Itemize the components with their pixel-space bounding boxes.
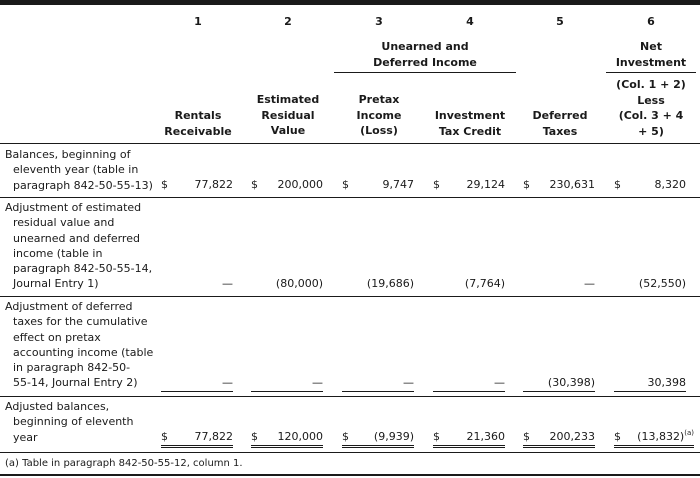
row-separator	[0, 396, 700, 397]
table-cell: $ 200,233	[523, 429, 595, 448]
footnote-separator	[0, 452, 700, 453]
col-number-3: 3	[375, 15, 383, 28]
table-cell: —	[251, 375, 323, 392]
group-rule-unearned	[334, 72, 516, 73]
table-cell: $ 77,822	[161, 429, 233, 448]
table-cell: $ 9,747	[342, 178, 414, 191]
group-header-unearned: Unearned and Deferred Income	[373, 40, 477, 69]
row-label-adjusted-balances: Adjusted balances, beginning of eleventh year	[5, 400, 134, 444]
table-cell: $ 200,000	[251, 178, 323, 191]
table-cell: $ (9,939)	[342, 429, 414, 448]
table-cell: (52,550)	[638, 277, 686, 290]
col-number-2: 2	[284, 15, 292, 28]
table-cell: $ 77,822	[161, 178, 233, 191]
col-header-deferred: Deferred Taxes	[532, 109, 588, 138]
table-cell: —	[433, 375, 505, 392]
col-number-6: 6	[647, 15, 655, 28]
table-cell: (30,398)	[523, 375, 595, 392]
top-rule	[0, 0, 700, 5]
col-number-4: 4	[466, 15, 474, 28]
col-header-itc: Investment Tax Credit	[434, 109, 506, 138]
table-cell: $ 29,124	[433, 178, 505, 191]
table-cell: $ 21,360	[433, 429, 505, 448]
row-label-balances: Balances, beginning of eleventh year (table in paragraph 842-50-55-13)	[5, 148, 153, 192]
row-separator	[0, 197, 700, 198]
table-cell: $ 230,631	[523, 178, 595, 191]
header-separator	[0, 143, 700, 144]
table-cell: 30,398	[614, 375, 686, 392]
footnote-marker: (a)	[684, 429, 694, 437]
table-cell: —	[222, 277, 233, 290]
table-cell: $ $(13,832)^{(a)}$	[614, 429, 694, 448]
table-cell: (80,000)	[275, 277, 323, 290]
col-header-net: (Col. 1 + 2) Less (Col. 3 + 4 + 5)	[616, 78, 686, 138]
col-header-rentals: Rentals Receivable	[164, 109, 232, 138]
row-label-adjustment-residual: Adjustment of estimated residual value and unearned and deferred income (table in paragraph 842-50-55-14, Journal Entry 1)	[5, 201, 153, 291]
row-separator	[0, 296, 700, 297]
row-label-adjustment-deferred: Adjustment of deferred taxes for the cumulative effect on pretax accounting income (table in paragraph 842-50- 55-14, Journal Entry 2)	[5, 300, 154, 390]
table-cell: (19,686)	[366, 277, 414, 290]
table-cell: $ 120,000	[251, 429, 323, 448]
table-cell: (7,764)	[464, 277, 505, 290]
footnote: (a) Table in paragraph 842-50-55-12, column 1.	[5, 458, 243, 469]
table-cell: —	[161, 375, 233, 392]
group-rule-net	[606, 72, 696, 73]
table-cell: $ 8,320	[614, 178, 686, 191]
table-cell: —	[584, 277, 595, 290]
col-header-residual: Estimated Residual Value	[256, 93, 320, 137]
group-header-net: Net Investment	[615, 40, 687, 69]
bottom-rule	[0, 474, 700, 476]
col-number-1: 1	[194, 15, 202, 28]
col-header-pretax: Pretax Income (Loss)	[356, 93, 402, 137]
table-cell: —	[342, 375, 414, 392]
col-number-5: 5	[556, 15, 564, 28]
